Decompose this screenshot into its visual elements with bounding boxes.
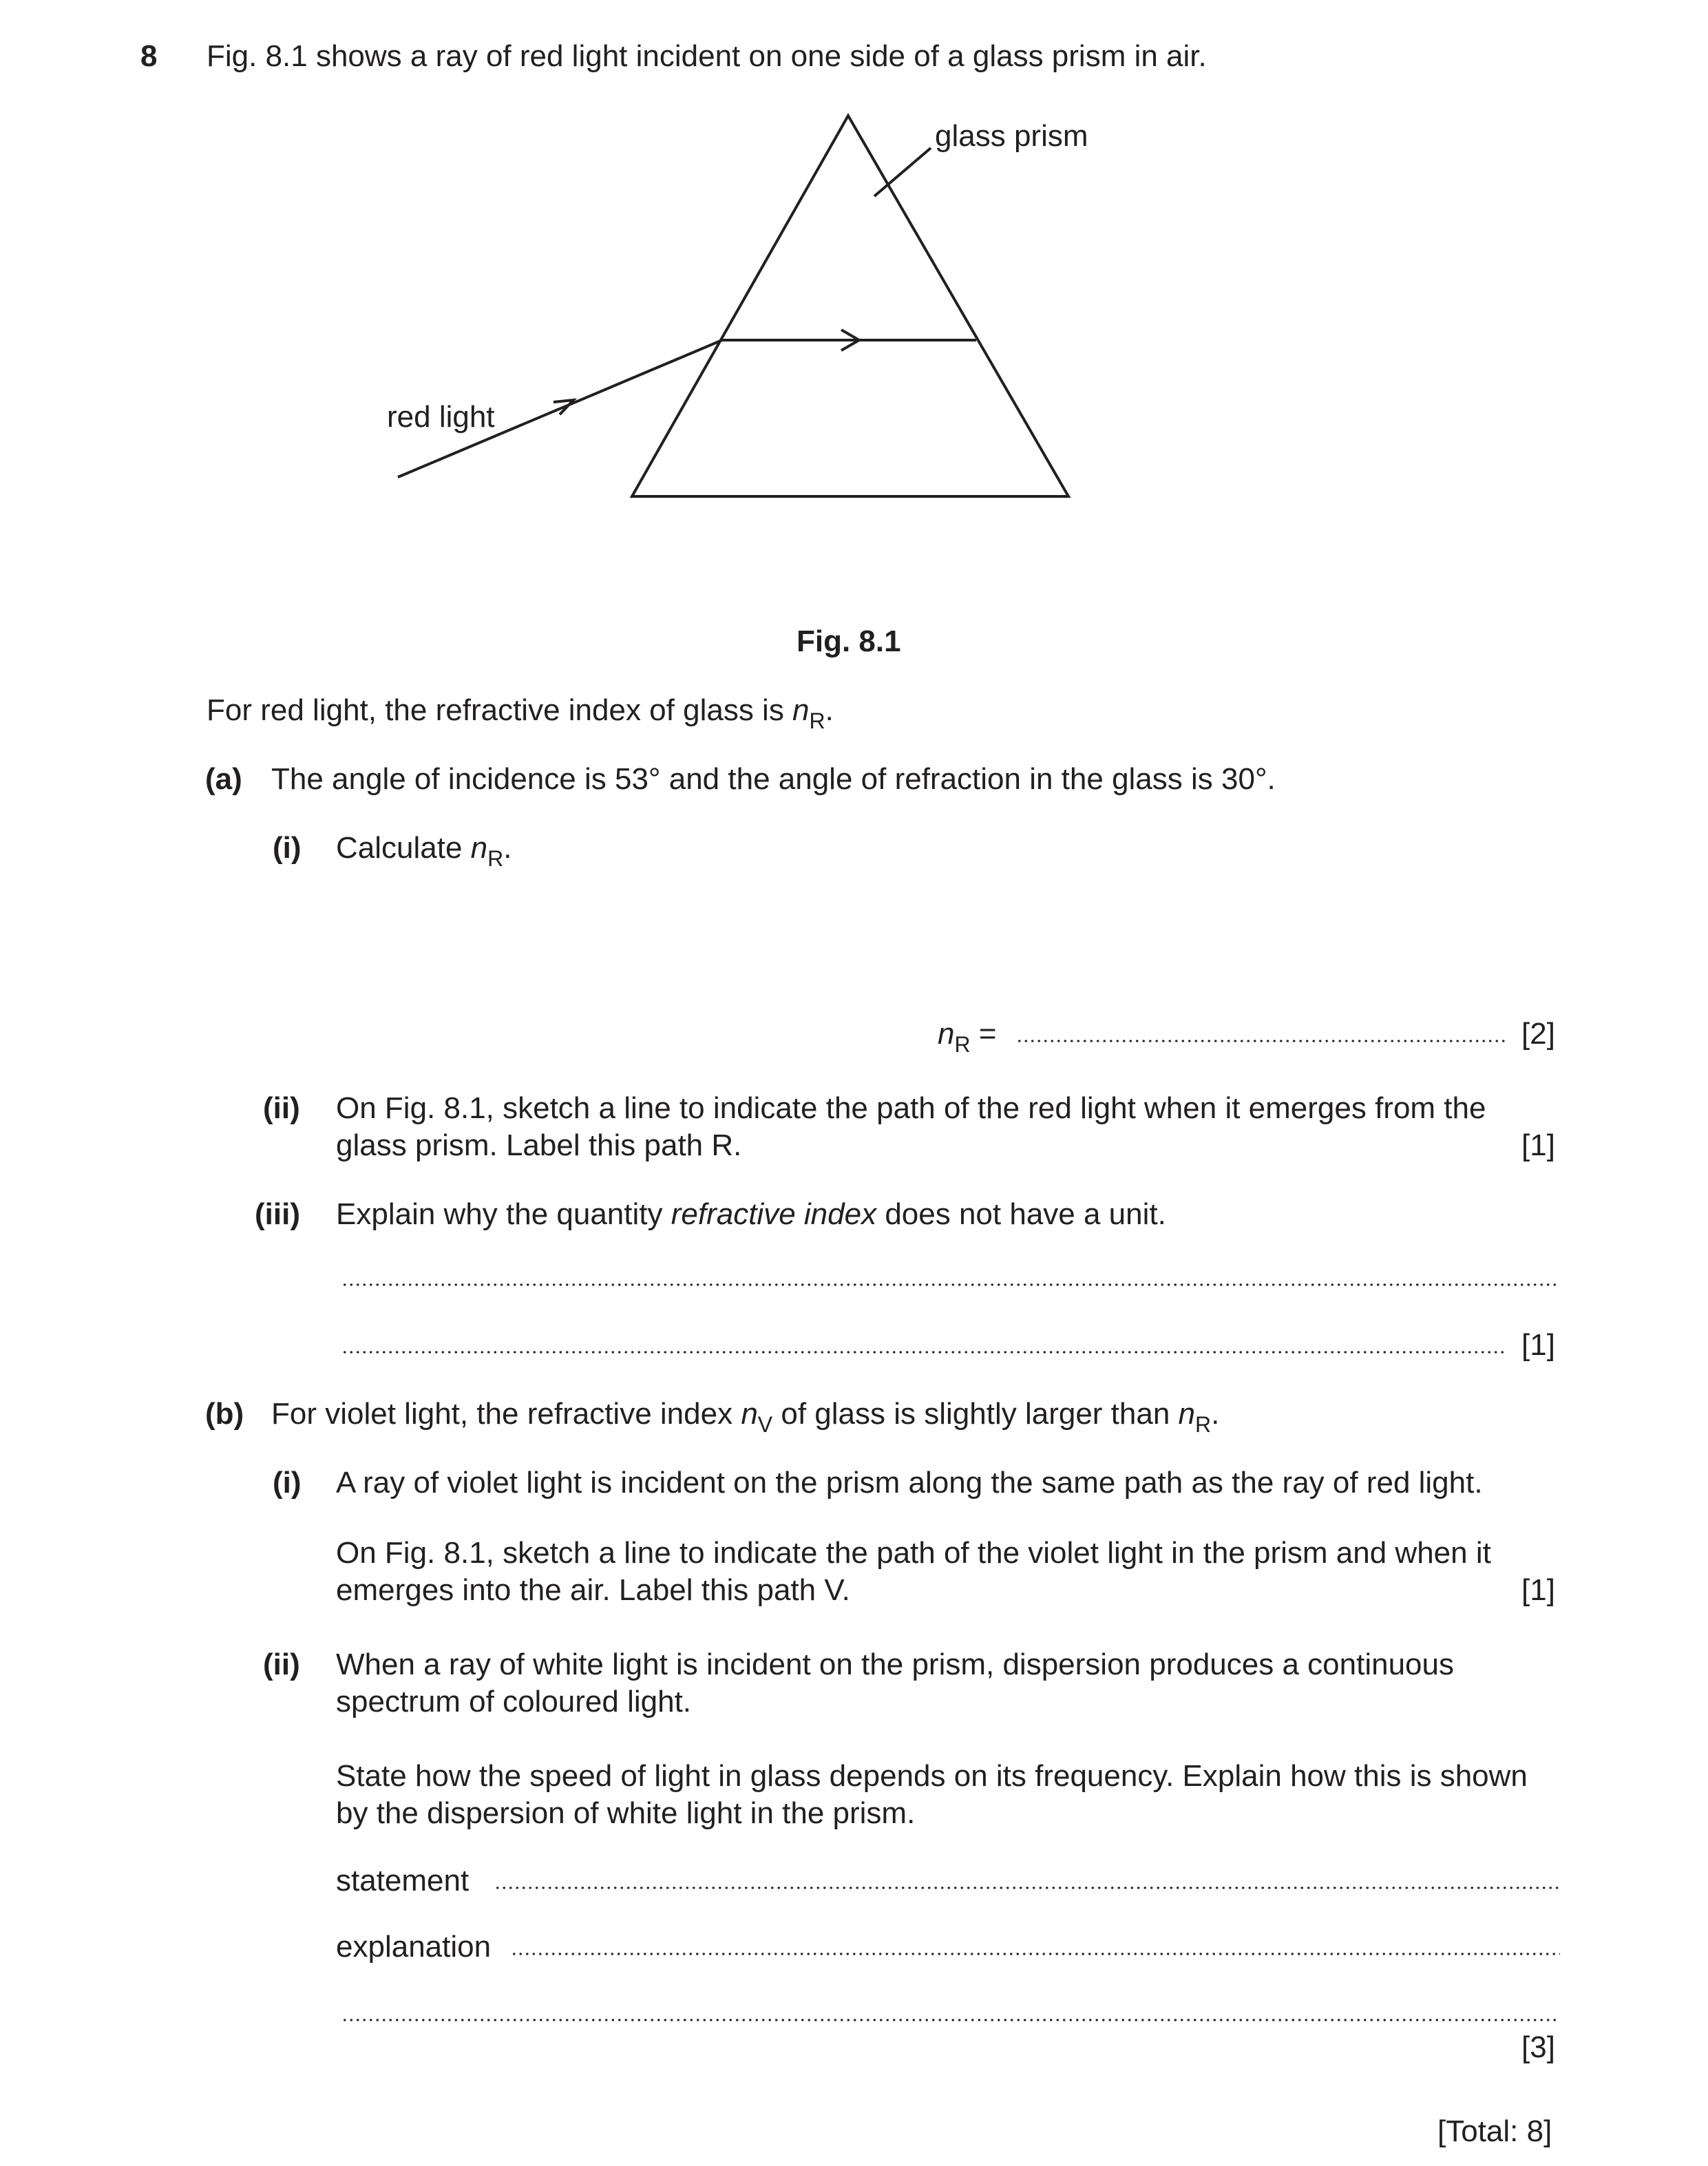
part-a-ii-line1: On Fig. 8.1, sketch a line to indicate the path of the red light when it emerges from the xyxy=(336,1091,1486,1125)
part-a-iii-label: (iii) xyxy=(255,1197,300,1231)
part-b-i-text: A ray of violet light is incident on the prism along the same path as the ray of red light. xyxy=(336,1466,1483,1500)
part-b-i-marks: [1] xyxy=(1521,1573,1555,1607)
part-a-text: The angle of incidence is 53° and the angle of refraction in the glass is 30°. xyxy=(271,762,1276,796)
red-light-label: red light xyxy=(387,400,495,434)
explanation-answer-line-2[interactable] xyxy=(341,2019,1560,2021)
total-marks: [Total: 8] xyxy=(1437,2114,1552,2148)
part-a-iii-marks: [1] xyxy=(1521,1328,1555,1362)
part-a-i-text: Calculate $n_R$. xyxy=(336,831,512,871)
part-b-ii-line3: State how the speed of light in glass depends on its frequency. Explain how this is shown xyxy=(336,1759,1528,1793)
part-b-label: (b) xyxy=(205,1397,244,1431)
part-b-ii-label: (ii) xyxy=(263,1648,300,1681)
part-b-ii-line2: spectrum of coloured light. xyxy=(336,1685,692,1718)
part-a-i-label: (i) xyxy=(273,831,302,865)
part-a-ii-line2: glass prism. Label this path R. xyxy=(336,1128,742,1162)
part-a-ii-label: (ii) xyxy=(263,1091,300,1125)
nr-answer-line[interactable] xyxy=(1016,1040,1505,1042)
part-a-label: (a) xyxy=(205,762,242,796)
stem-text: For red light, the refractive index of glass is $n_R$. xyxy=(207,693,834,733)
part-b-i-line2: emerges into the air. Label this path V. xyxy=(336,1573,850,1607)
prism-triangle xyxy=(632,116,1068,496)
prism-label-leader xyxy=(874,148,931,196)
part-b-i-line1: On Fig. 8.1, sketch a line to indicate the path of the violet light in the prism and when it xyxy=(336,1536,1491,1570)
part-a-iii-text: Explain why the quantity refractive index does not have a unit. xyxy=(336,1197,1166,1231)
explanation-answer-line-1[interactable] xyxy=(511,1953,1560,1955)
statement-label: statement xyxy=(336,1864,470,1897)
figure-caption: Fig. 8.1 xyxy=(797,624,901,658)
part-b-ii-marks: [3] xyxy=(1521,2030,1555,2064)
part-b-i-label: (i) xyxy=(273,1466,302,1500)
nr-answer-label: $n_R$ = xyxy=(938,1017,997,1057)
question-number: 8 xyxy=(140,39,158,73)
prism-figure xyxy=(0,0,1708,620)
part-a-iii-answer-line-2[interactable] xyxy=(341,1351,1505,1354)
part-a-i-marks: [2] xyxy=(1521,1017,1555,1051)
statement-answer-line[interactable] xyxy=(494,1886,1560,1889)
explanation-label: explanation xyxy=(336,1930,492,1964)
part-a-ii-marks: [1] xyxy=(1521,1128,1555,1162)
part-b-ii-line1: When a ray of white light is incident on the prism, dispersion produces a continuous xyxy=(336,1648,1454,1681)
part-b-ii-line4: by the dispersion of white light in the prism. xyxy=(336,1796,916,1830)
question-intro: Fig. 8.1 shows a ray of red light incident on one side of a glass prism in air. xyxy=(207,39,1207,73)
part-a-iii-answer-line-1[interactable] xyxy=(341,1283,1560,1286)
part-b-text: For violet light, the refractive index $n_V$ of glass is slightly larger than $n_R$. xyxy=(271,1397,1220,1437)
glass-prism-label: glass prism xyxy=(935,119,1088,153)
